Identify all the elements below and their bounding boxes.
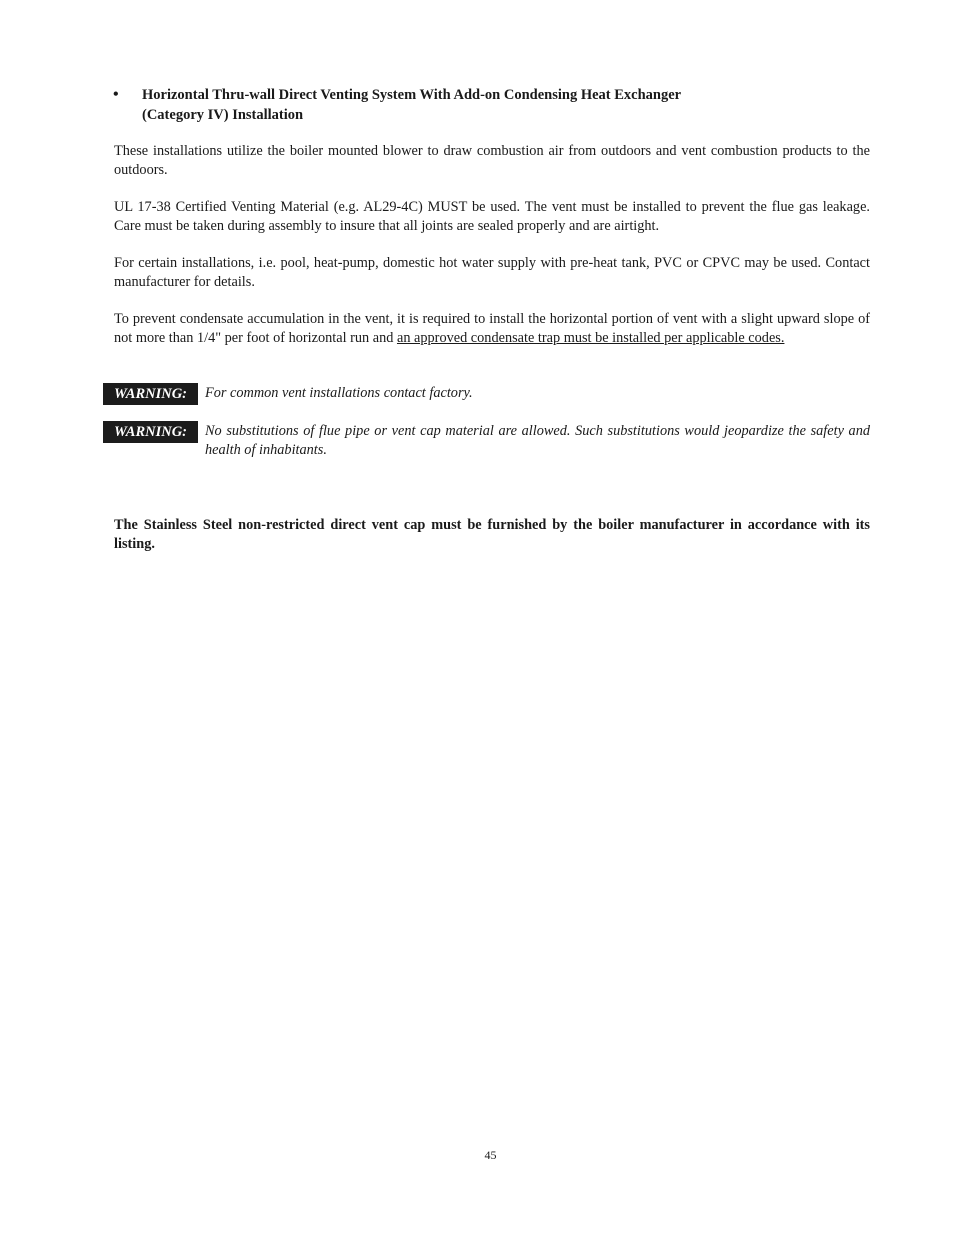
paragraph-venting-material: UL 17-38 Certified Venting Material (e.g. AL29-4C) MUST be used. The vent must be installed to prevent the flue gas leakage. Care must be taken during assembly to insure that all joints are sealed properly and are airtight. — [114, 199, 870, 234]
paragraph-combustion-air: These installations utilize the boiler mounted blower to draw combustion air from outdoors and vent combustion products to the outdoors. — [114, 143, 870, 178]
page-number: 45 — [484, 1148, 497, 1162]
condensate-text: To prevent condensate accumulation in the vent, it is required to install the horizontal portion of vent with a slight upward slope of not more than 1/4" per foot of horizontal run and — [114, 311, 870, 346]
section-title-line-1: Horizontal Thru-wall Direct Venting System With Add-on Condensing Heat Exchanger — [142, 87, 682, 103]
condensate-trap-requirement: an approved condensate trap must be installed per applicable codes. — [396, 330, 785, 346]
warning-text: For common vent installations contact factory. — [205, 385, 473, 401]
bullet-marker: • — [113, 86, 119, 103]
warning-no-substitutions — [103, 421, 870, 460]
paragraph-pvc-cpvc: For certain installations, i.e. pool, heat-pump, domestic hot water supply with pre-heat tank, PVC or CPVC may be used. Contact manufacturer for details. — [114, 255, 870, 290]
vent-cap-note: The Stainless Steel non-restricted direct vent cap must be furnished by the boiler manufacturer in accordance with its listing. — [114, 517, 870, 552]
warning-badge: WARNING: — [103, 421, 198, 443]
warning-common-vent — [103, 383, 870, 403]
warning-text: No substitutions of flue pipe or vent cap material are allowed. Such substitutions would jeopardize the safety and health of inhabitants. — [205, 423, 870, 458]
paragraph-condensate — [114, 310, 870, 348]
section-title-line-2: (Category IV) Installation — [142, 107, 304, 123]
warning-badge: WARNING: — [103, 383, 198, 405]
section-heading — [113, 85, 873, 125]
